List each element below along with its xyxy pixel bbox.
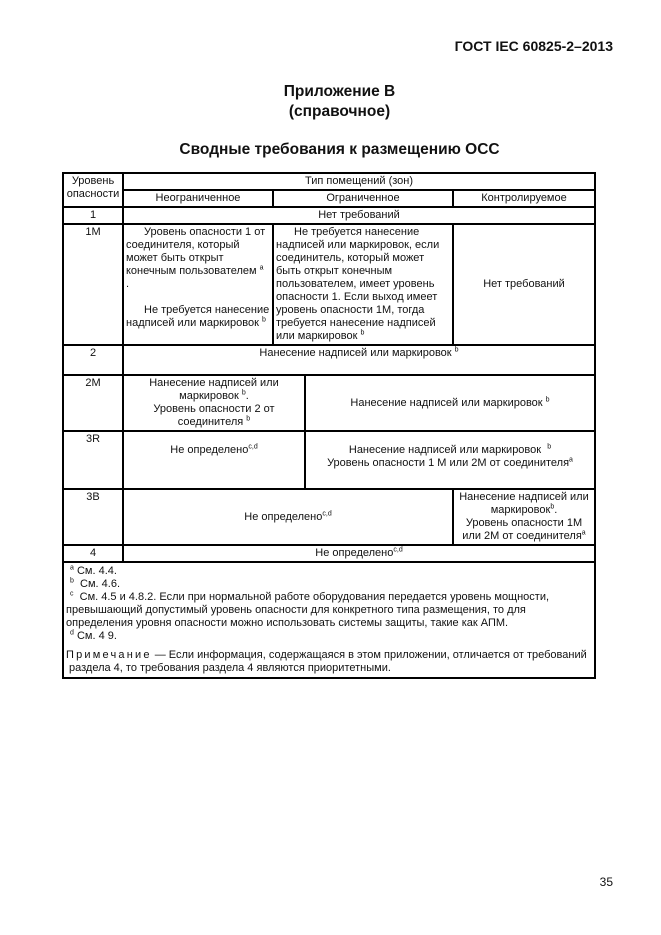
footnote-a	[66, 565, 591, 578]
footnote-ref: b	[454, 346, 459, 354]
cell-text: Уровень опасности 1 М или 2М от соединителя	[327, 457, 570, 469]
footnotes-row	[63, 562, 595, 678]
cell-text: Нанесение надписей или маркировок	[459, 491, 589, 516]
level-cell: 1М	[63, 224, 123, 345]
cell-text: .	[554, 504, 558, 516]
note-dash: —	[151, 649, 169, 661]
cell-text: Не требуется нанесение надписей или маркировок, если соединитель, который может быть открыт конечным пользователем, имеет уровень опасности 1. Если выход имеет уровень опасности 1М, тогда требуется нанесение надписей или маркировок	[276, 226, 440, 342]
requirement-cell	[123, 224, 273, 345]
cell-text: .	[245, 390, 249, 402]
footnote-mark: a	[70, 564, 74, 572]
footnote-ref: a	[259, 264, 264, 272]
level-cell: 3B	[63, 489, 123, 545]
cell-text: Нанесение надписей или маркировок	[348, 444, 542, 456]
table-row	[63, 345, 595, 375]
footnote-ref: b	[545, 395, 550, 403]
footnote-mark: d	[70, 629, 74, 637]
cell-text: Не определено	[315, 547, 394, 559]
footnote-text: См. 4.5 и 4.8.2. Если при нормальной работе оборудования передается уровень мощности, превышающий допустимый уровень опасности для конкретного типа размещения, то для определения уровня опасности можно использовать системы защиты, такие как АПМ.	[66, 591, 550, 629]
footnote-ref: b	[360, 329, 365, 337]
cell-text: .	[126, 278, 130, 290]
header-level: Уровень опасности	[63, 173, 123, 207]
footnote-c	[66, 591, 591, 630]
annex-title: Приложение В	[283, 83, 396, 100]
level-cell: 3R	[63, 431, 123, 489]
footnote-ref: b	[262, 316, 266, 324]
table-row	[63, 375, 595, 431]
requirement-cell: Нет требований	[453, 224, 595, 345]
footnote-b	[66, 578, 591, 591]
footnote-mark: b	[70, 577, 74, 585]
cell-text: Нанесение надписей или маркировок	[149, 377, 279, 402]
footnote-text: См. 4 9.	[76, 630, 117, 642]
footnote-ref: b	[547, 443, 552, 451]
header-restricted: Ограниченное	[273, 190, 453, 207]
footnote-ref: a	[569, 456, 573, 464]
note	[66, 649, 591, 662]
page-number: 35	[599, 875, 613, 889]
cell-text: Уровень опасности 1М или 2М от соединителя	[462, 517, 583, 542]
annex-heading	[0, 82, 661, 160]
requirements-table	[62, 172, 596, 679]
cell-text: Нанесение надписей или маркировок	[259, 347, 452, 359]
footnote-ref: c,d	[322, 509, 332, 517]
level-cell: 1	[63, 207, 123, 224]
requirement-cell	[305, 375, 595, 431]
level-cell: 4	[63, 545, 123, 562]
requirement-cell	[305, 431, 595, 489]
requirement-cell	[453, 489, 595, 545]
cell-text: Уровень опасности 1 от соединителя, который может быть открыт конечным пользователем	[126, 226, 266, 277]
requirement-cell	[123, 431, 305, 489]
footnote-ref: b	[241, 389, 246, 397]
note-continuation: раздела 4, то требования раздела 4 являются приоритетными.	[69, 662, 391, 674]
footnote-ref: b	[550, 503, 555, 511]
footnote-text: См. 4.6.	[80, 578, 120, 590]
footnote-ref: c,d	[393, 546, 403, 554]
table-row	[63, 224, 595, 345]
footnote-d	[66, 630, 591, 643]
header-controlled: Контролируемое	[453, 190, 595, 207]
footnote-ref: a	[581, 529, 586, 537]
note-label: Примечание	[66, 649, 152, 661]
table-row	[63, 489, 595, 545]
cell-text: Уровень опасности 2 от соединителя	[153, 403, 275, 428]
table-row	[63, 207, 595, 224]
requirement-cell	[123, 545, 595, 562]
cell-text: Не требуется нанесение надписей или маркировок	[126, 304, 270, 329]
requirement-cell: Нет требований	[123, 207, 595, 224]
footnote-ref: b	[246, 415, 251, 423]
standard-code: ГОСТ IEC 60825-2–2013	[454, 38, 613, 54]
cell-text: Не определено	[244, 510, 323, 523]
requirement-cell	[123, 489, 453, 545]
footnotes-cell	[63, 562, 595, 678]
requirement-cell	[123, 375, 305, 431]
table-title: Сводные требования к размещению ОСС	[179, 141, 500, 158]
footnote-ref: c,d	[248, 443, 258, 451]
level-cell: 2М	[63, 375, 123, 431]
annex-subtitle: (справочное)	[288, 103, 391, 120]
footnote-text: См. 4.4.	[76, 565, 117, 577]
table-row	[63, 431, 595, 489]
table-row	[63, 545, 595, 562]
note-text: Если информация, содержащаяся в этом приложении, отличается от требований	[168, 649, 587, 661]
table-header-row	[63, 173, 595, 190]
cell-text: Нанесение надписей или маркировок	[350, 396, 543, 409]
header-unrestricted: Неограниченное	[123, 190, 273, 207]
requirement-cell	[273, 224, 453, 345]
requirement-cell	[123, 345, 595, 375]
table-subheader-row	[63, 190, 595, 207]
footnote-mark: c	[70, 590, 74, 598]
level-cell: 2	[63, 345, 123, 375]
cell-text: Не определено	[170, 444, 249, 456]
header-room-type: Тип помещений (зон)	[123, 173, 595, 190]
